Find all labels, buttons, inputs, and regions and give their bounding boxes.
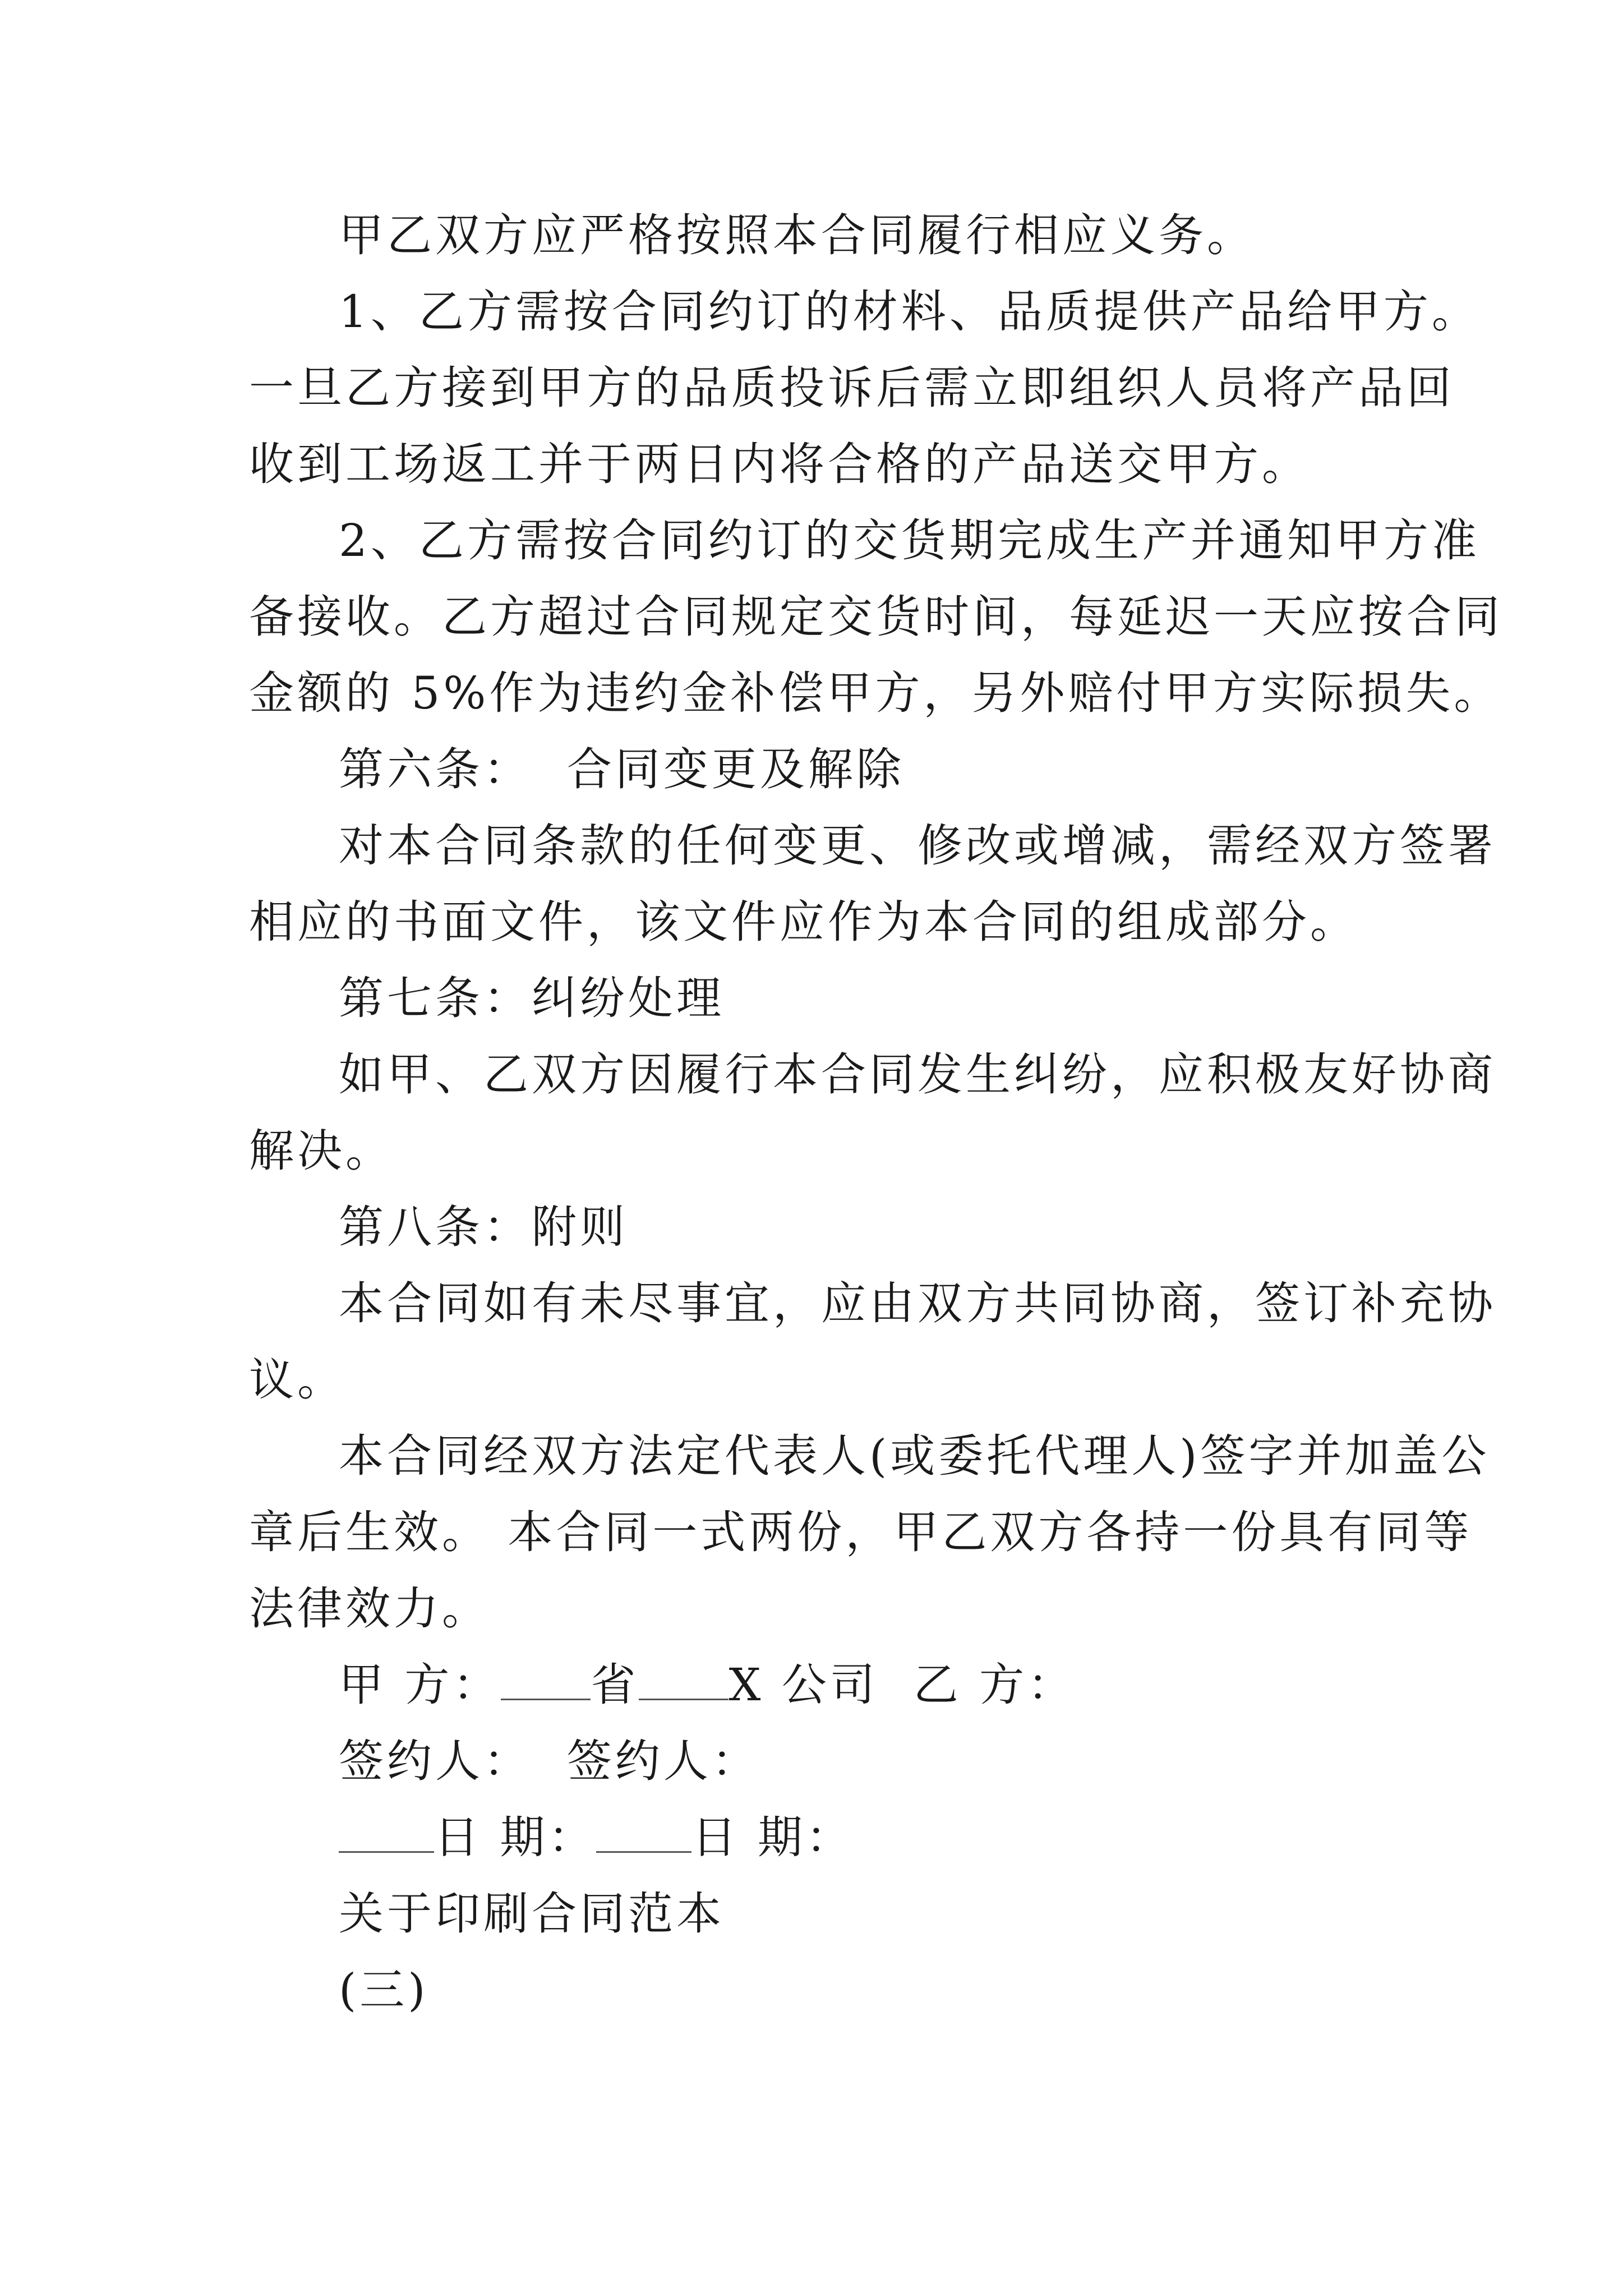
signature-signer-line: 签约人： 签约人： [339, 1735, 760, 1787]
clause-1-line-2: 一旦乙方接到甲方的品质投诉后需立即组织人员将产品回 [249, 362, 1455, 414]
clause-1-line-3: 收到工场返工并于两日内将合格的产品送交甲方。 [249, 438, 1310, 490]
paragraph-obligations-intro: 甲乙双方应严格按照本合同履行相应义务。 [339, 209, 1255, 261]
province-suffix: 省 [591, 1659, 639, 1711]
clause-2-line-2: 备接收。乙方超过合同规定交货时间，每延迟一天应按合同 [249, 591, 1503, 643]
article-6-line-2: 相应的书面文件，该文件应作为本合同的组成部分。 [249, 896, 1358, 948]
company-suffix: X 公司 [728, 1659, 878, 1711]
article-8-heading: 第八条：附则 [339, 1201, 628, 1253]
date-label-1: 日 期： [434, 1811, 597, 1864]
effectiveness-line-2: 章后生效。 本合同一式两份，甲乙双方各持一份具有同等 [249, 1506, 1473, 1558]
article-6-line-1: 对本合同条款的任何变更、修改或增减，需经双方签署 [339, 820, 1496, 872]
next-contract-title: 关于印刷合同范本 [339, 1888, 725, 1940]
article-7-line-1: 如甲、乙双方因履行本合同发生纠纷，应积极友好协商 [339, 1048, 1496, 1101]
province-blank [501, 1664, 591, 1700]
article-7-line-2: 解决。 [249, 1125, 394, 1177]
effectiveness-line-3: 法律效力。 [249, 1582, 490, 1635]
date-blank-2 [596, 1816, 691, 1853]
article-7-heading: 第七条：纠纷处理 [339, 972, 725, 1024]
date-label-2: 日 期： [691, 1811, 854, 1864]
company-blank [639, 1664, 728, 1700]
section-marker: (三) [339, 1964, 429, 2016]
party-b-label: 乙 方： [878, 1659, 1076, 1711]
effectiveness-line-1: 本合同经双方法定代表人(或委托代理人)签字并加盖公 [339, 1430, 1490, 1482]
date-blank-1 [339, 1816, 434, 1853]
clause-2-line-3: 金额的 5%作为违约金补偿甲方，另外赔付甲方实际损失。 [249, 667, 1502, 719]
article-8-line-2: 议。 [249, 1354, 345, 1406]
clause-1-line-1: 1、乙方需按合同约订的材料、品质提供产品给甲方。 [339, 286, 1480, 338]
article-6-heading: 第六条： 合同变更及解除 [339, 743, 905, 795]
signature-party-line [339, 1657, 1076, 1713]
signature-date-line [339, 1810, 854, 1866]
article-8-line-1: 本合同如有未尽事宜，应由双方共同协商，签订补充协 [339, 1277, 1496, 1329]
clause-2-line-1: 2、乙方需按合同约订的交货期完成生产并通知甲方准 [339, 514, 1480, 567]
party-a-label: 甲 方： [339, 1659, 501, 1711]
